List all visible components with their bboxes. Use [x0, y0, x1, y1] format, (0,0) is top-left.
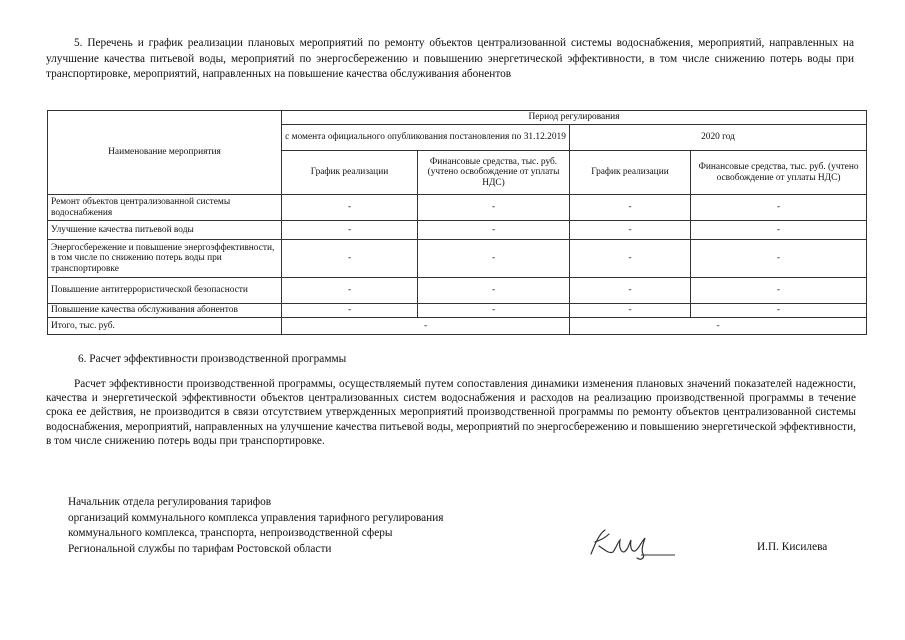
- row-name: Повышение антитеррористической безопасности: [48, 278, 282, 304]
- col-header-finance-2: Финансовые средства, тыс. руб. (учтено освобождение от уплаты НДС): [691, 151, 867, 195]
- total-cell-period-1: -: [282, 318, 570, 335]
- table-row: [48, 240, 867, 278]
- signer-name: И.П. Кисилева: [757, 541, 828, 553]
- cell: -: [691, 221, 867, 240]
- cell: -: [418, 278, 570, 304]
- col-header-period-2: 2020 год: [570, 125, 867, 151]
- section-6-paragraph: Расчет эффективности производственной программы, осуществляемый путем сопоставления динамики изменения плановых значений показателей надежности, качества и энергетической эффективности объектов централизованных систем водоснабжения и расходов на реализацию производственной программы в течение срока ее действия, не производится в связи отсутствием утвержденных мероприятий производственной программы по ремонту объектов централизованной системы водоснабжения, мероприятий, направленных на улучшение качества питьевой воды, мероприятий по энергосбережению и повышению энергетической эффективности, в том числе снижению потерь воды при транспортировке.: [46, 378, 856, 447]
- signatory-line: Начальник отдела регулирования тарифов: [68, 496, 272, 508]
- cell: -: [282, 221, 418, 240]
- cell: -: [418, 240, 570, 278]
- col-header-finance-1: Финансовые средства, тыс. руб. (учтено освобождение от уплаты НДС): [418, 151, 570, 195]
- cell: -: [570, 195, 691, 221]
- table-row: [48, 278, 867, 304]
- cell: -: [570, 240, 691, 278]
- cell: -: [282, 304, 418, 318]
- signatory-line: коммунального комплекса, транспорта, непроизводственной сферы: [68, 527, 393, 539]
- section-6-heading: 6. Расчет эффективности производственной программы: [78, 353, 347, 365]
- table-row: [48, 304, 867, 318]
- cell: -: [570, 304, 691, 318]
- cell: -: [570, 221, 691, 240]
- col-header-name: Наименование мероприятия: [48, 111, 282, 195]
- table-row: [48, 195, 867, 221]
- col-header-period: Период регулирования: [282, 111, 867, 125]
- cell: -: [570, 278, 691, 304]
- total-label: Итого, тыс. руб.: [48, 318, 282, 335]
- total-row: [48, 318, 867, 335]
- row-name: Энергосбережение и повышение энергоэффективности, в том числе по снижению потерь воды при транспортировке: [48, 240, 282, 278]
- cell: -: [691, 240, 867, 278]
- section-5-heading: 5. Перечень и график реализации плановых мероприятий по ремонту объектов централизованной системы водоснабжения, мероприятий, направленных на улучшение качества питьевой воды, мероприятий по энергосбережению и повышению энергетической эффективности, в том числе снижению потерь воды при транспортировке, мероприятий, направленных на повышение качества обслуживания абонентов: [46, 37, 854, 80]
- signatory-line: организаций коммунального комплекса управления тарифного регулирования: [68, 511, 444, 524]
- table-row: [48, 221, 867, 240]
- row-name: Улучшение качества питьевой воды: [48, 221, 282, 240]
- cell: -: [282, 240, 418, 278]
- cell: -: [282, 278, 418, 304]
- handwritten-signature: [585, 524, 680, 564]
- col-header-schedule-1: График реализации: [282, 151, 418, 195]
- cell: -: [282, 195, 418, 221]
- cell: -: [691, 195, 867, 221]
- cell: -: [691, 278, 867, 304]
- row-name: Повышение качества обслуживания абонентов: [48, 304, 282, 318]
- cell: -: [418, 304, 570, 318]
- total-cell-period-2: -: [570, 318, 867, 335]
- row-name: Ремонт объектов централизованной системы водоснабжения: [48, 195, 282, 221]
- cell: -: [691, 304, 867, 318]
- activities-table: [47, 110, 867, 335]
- col-header-period-1: с момента официального опубликования постановления по 31.12.2019: [282, 125, 570, 151]
- cell: -: [418, 221, 570, 240]
- col-header-schedule-2: График реализации: [570, 151, 691, 195]
- cell: -: [418, 195, 570, 221]
- signatory-title: [68, 495, 443, 557]
- signatory-line: Региональной службы по тарифам Ростовской области: [68, 542, 332, 555]
